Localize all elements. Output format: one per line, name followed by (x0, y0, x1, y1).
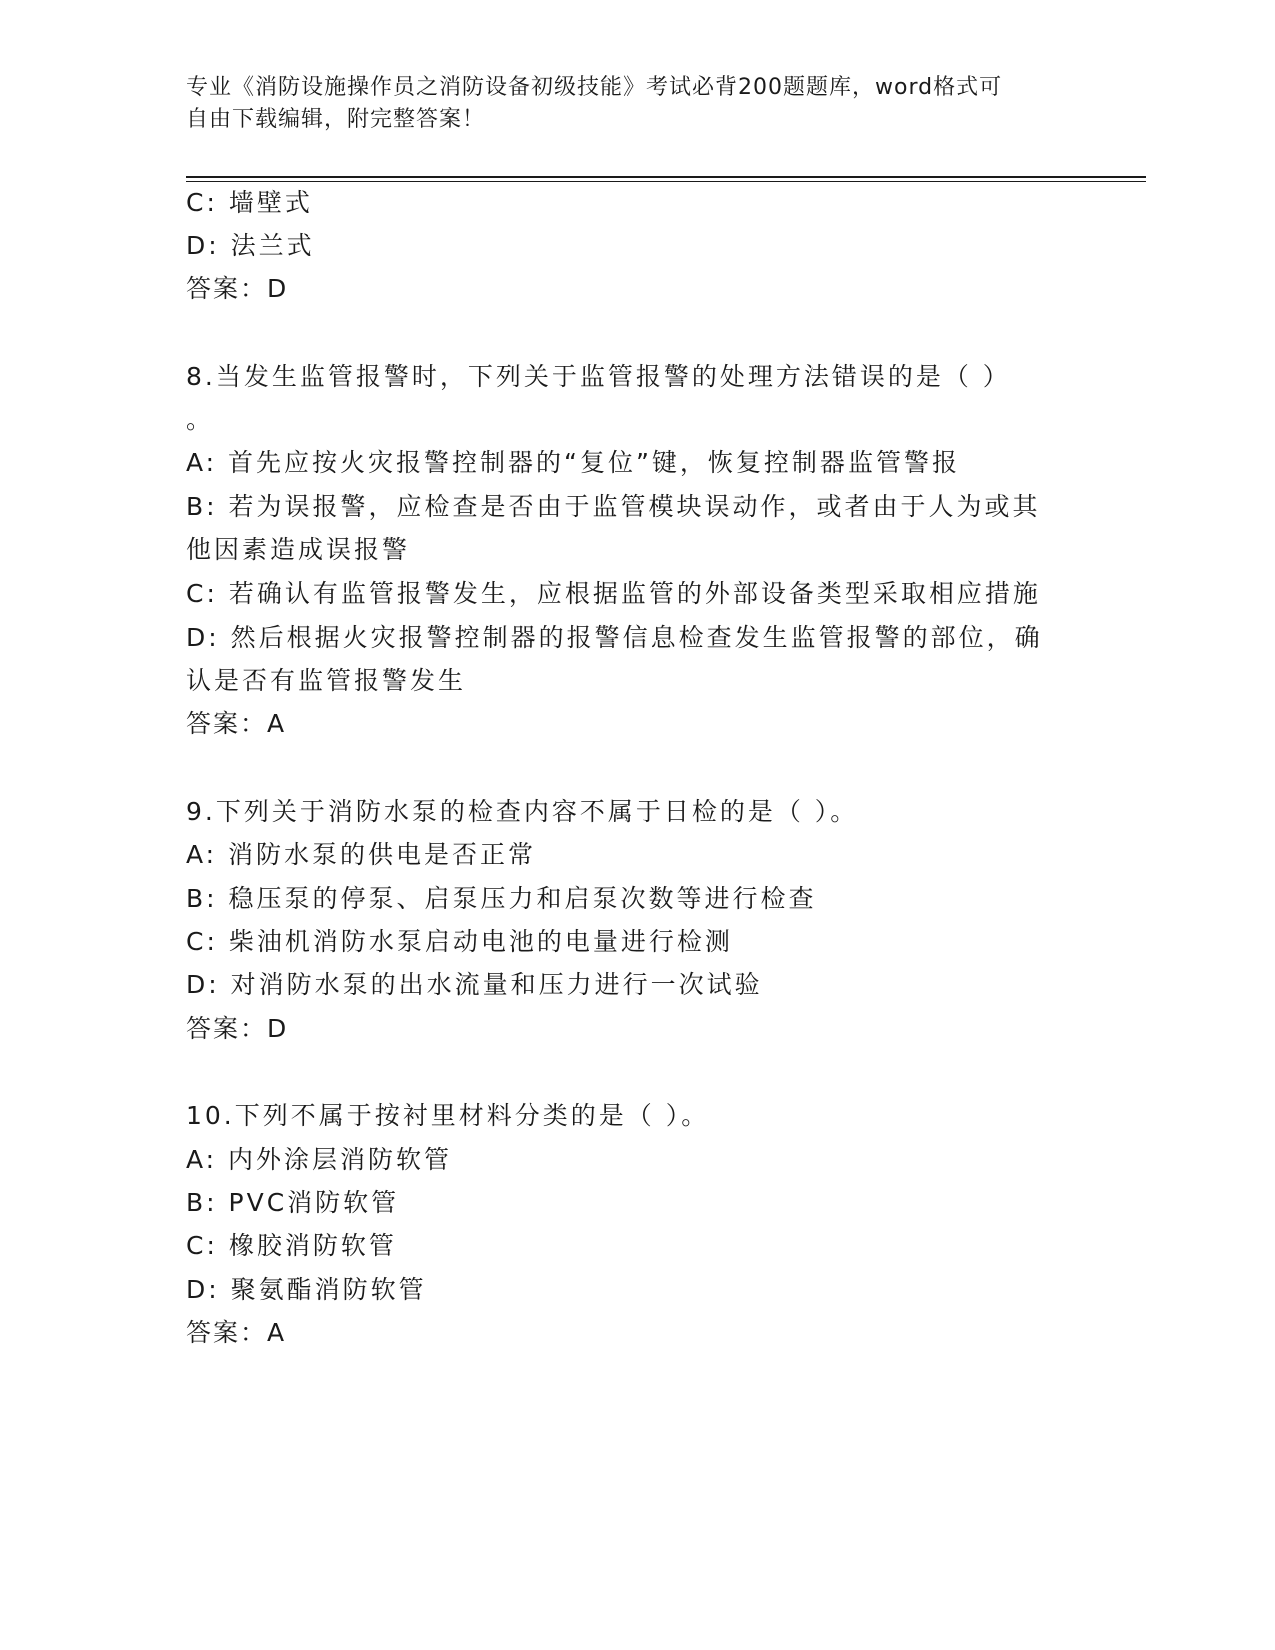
q8-option-b-line-1: B: 若为误报警，应检查是否由于监管模块误动作，或者由于人为或其 (186, 492, 1041, 521)
q10-option-d: D: 聚氨酯消防软管 (186, 1275, 427, 1304)
q9-option-b: B: 稳压泵的停泵、启泵压力和启泵次数等进行检查 (186, 884, 817, 913)
q10-answer: 答案：A (186, 1318, 287, 1347)
header-title-line-2: 自由下载编辑，附完整答案！ (186, 107, 486, 132)
q7-answer: 答案：D (186, 274, 289, 303)
header-divider-thick (186, 176, 1146, 178)
q9-stem: 9.下列关于消防水泵的检查内容不属于日检的是（ ）。 (186, 797, 859, 826)
q10-stem: 10.下列不属于按衬里材料分类的是（ ）。 (186, 1101, 710, 1130)
header-title-line-1: 专业《消防设施操作员之消防设备初级技能》考试必背200题题库，word格式可 (186, 75, 1003, 100)
q10-option-a: A: 内外涂层消防软管 (186, 1145, 453, 1174)
q9-option-c: C: 柴油机消防水泵启动电池的电量进行检测 (186, 927, 733, 956)
q10-option-c: C: 橡胶消防软管 (186, 1231, 397, 1260)
q8-option-a: A: 首先应按火灾报警控制器的“复位”键，恢复控制器监管警报 (186, 448, 960, 477)
q8-option-d-line-2: 认是否有监管报警发生 (186, 666, 467, 695)
q9-answer: 答案：D (186, 1014, 289, 1043)
q8-stem-line-1: 8.当发生监管报警时，下列关于监管报警的处理方法错误的是（ ） (186, 362, 1011, 391)
q9-option-a: A: 消防水泵的供电是否正常 (186, 840, 537, 869)
header-divider-thin (186, 181, 1146, 182)
q8-stem-line-2: 。 (186, 405, 215, 434)
q8-option-c: C: 若确认有监管报警发生，应根据监管的外部设备类型采取相应措施 (186, 579, 1041, 608)
q8-answer: 答案：A (186, 709, 287, 738)
q8-option-d-line-1: D: 然后根据火灾报警控制器的报警信息检查发生监管报警的部位，确 (186, 623, 1043, 652)
q10-option-b: B: PVC消防软管 (186, 1188, 400, 1217)
q7-option-c: C: 墙壁式 (186, 188, 313, 217)
q9-option-d: D: 对消防水泵的出水流量和压力进行一次试验 (186, 970, 763, 999)
q8-option-b-line-2: 他因素造成误报警 (186, 535, 411, 564)
q7-option-d: D: 法兰式 (186, 231, 315, 260)
document-header (186, 72, 1066, 136)
